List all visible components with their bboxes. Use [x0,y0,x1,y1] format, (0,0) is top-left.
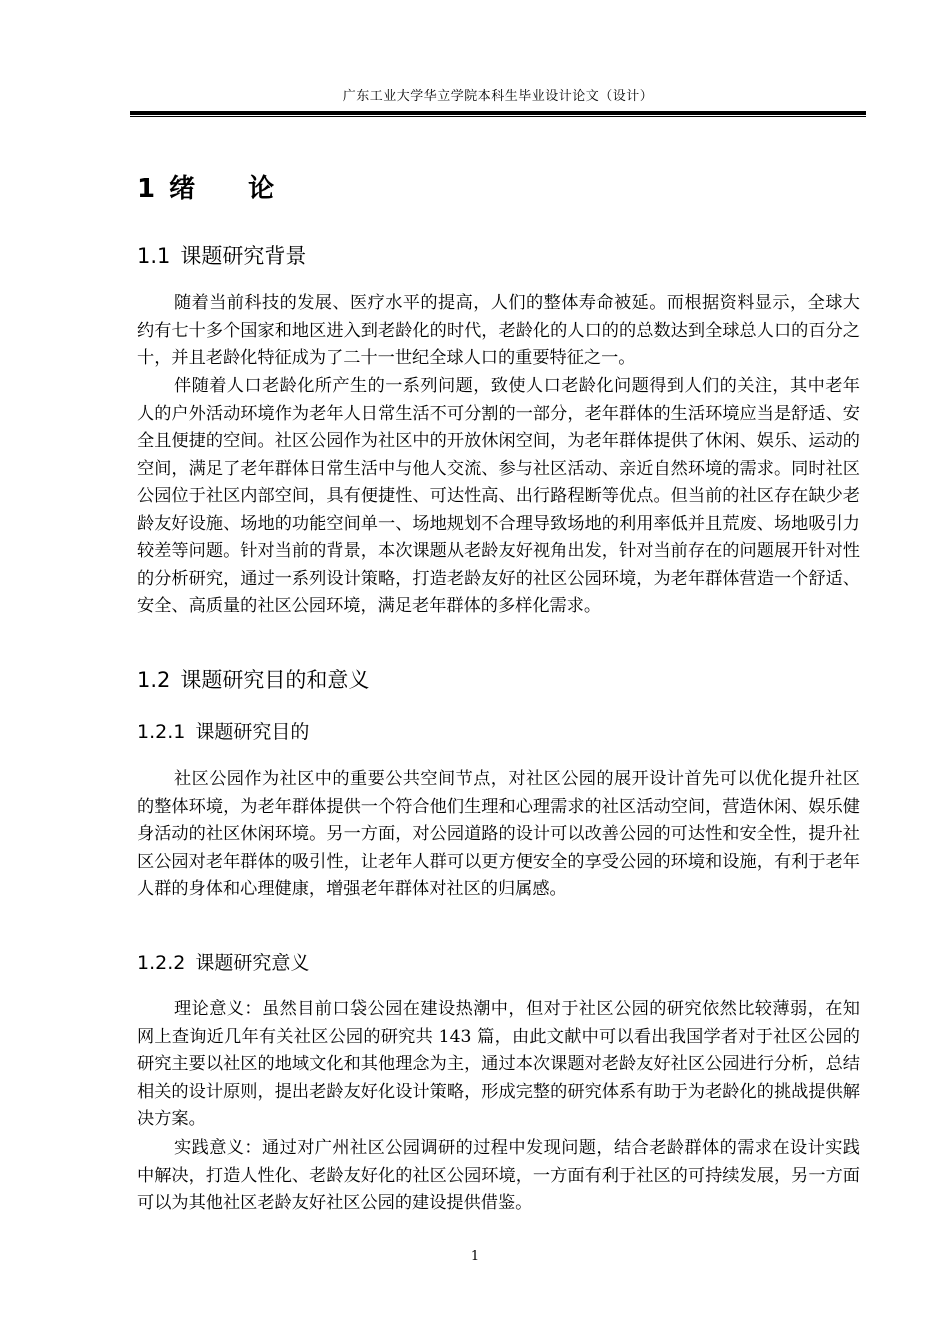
chapter-number: 1 [137,174,156,204]
section-title: 课题研究目的和意义 [180,668,370,692]
section-heading-1-2 [137,666,369,694]
subsection-heading-1-2-1 [137,719,309,745]
paragraph-purpose: 社区公园作为社区中的重要公共空间节点，对社区公园的展开设计首先可以优化提升社区的整体环境，为老年群体提供一个符合他们生理和心理需求的社区活动空间，营造休闲、娱乐健身活动的社区休闲环境。另一方面，对公园道路的设计可以改善公园的可达性和安全性，提升社区公园对老年群体的吸引性，让老年人群可以更方便安全的享受公园的环境和设施，有利于老年人群的身体和心理健康，增强老年群体对社区的归属感。 [137,769,860,899]
section-number: 1.1 [137,244,171,268]
section-title: 课题研究背景 [180,244,307,268]
paragraph-background-2: 伴随着人口老龄化所产生的一系列问题，致使人口老龄化问题得到人们的关注，其中老年人的户外活动环境作为老年人日常生活不可分割的一部分，老年群体的生活环境应当是舒适、安全且便捷的空间。社区公园作为社区中的开放休闲空间，为老年群体提供了休闲、娱乐、运动的空间，满足了老年群体日常生活中与他人交流、参与社区活动、亲近自然环境的需求。同时社区公园位于社区内部空间，具有便捷性、可达性高、出行路程断等优点。但当前的社区存在缺少老龄友好设施、场地的功能空间单一、场地规划不合理导致场地的利用率低并且荒废、场地吸引力较差等问题。针对当前的背景，本次课题从老龄友好视角出发，针对当前存在的问题展开针对性的分析研究，通过一系列设计策略，打造老龄友好的社区公园环境，为老年群体营造一个舒适、安全、高质量的社区公园环境，满足老年群体的多样化需求。 [137,376,860,616]
chapter-title [137,172,296,206]
paragraph-theory-significance: 理论意义：虽然目前口袋公园在建设热潮中，但对于社区公园的研究依然比较薄弱，在知网上查询近几年有关社区公园的研究共 143 篇，由此文献中可以看出我国学者对于社区公园的研究主要以社区的地域文化和其他理念为主，通过本次课题对老龄友好社区公园进行分析，总结相关的设计原则，提出老龄友好化设计策略，形成完整的研究体系有助于为老龄化的挑战提供解决方案。 [137,999,860,1129]
subsection-number: 1.2.2 [137,952,186,974]
chapter-name: 绪 论 [169,174,297,204]
running-header: 广东工业大学华立学院本科生毕业设计论文（设计） [342,89,654,104]
paragraph-background-1: 随着当前科技的发展、医疗水平的提高，人们的整体寿命被延。而根据资料显示，全球大约有七十多个国家和地区进入到老龄化的时代，老龄化的人口的的总数达到全球总人口的百分之十，并且老龄化特征成为了二十一世纪全球人口的重要特征之一。 [137,293,860,368]
subsection-number: 1.2.1 [137,721,186,743]
subsection-heading-1-2-2 [137,950,309,976]
section-number: 1.2 [137,668,171,692]
subsection-title: 课题研究意义 [195,952,310,974]
header-rule [130,111,866,117]
page-number: 1 [470,1249,480,1264]
section-heading-1-1 [137,242,306,270]
paragraph-practice-significance: 实践意义：通过对广州社区公园调研的过程中发现问题，结合老龄群体的需求在设计实践中解决，打造人性化、老龄友好化的社区公园环境，一方面有利于社区的可持续发展，另一方面可以为其他社区老龄友好社区公园的建设提供借鉴。 [137,1138,860,1213]
subsection-title: 课题研究目的 [195,721,310,743]
